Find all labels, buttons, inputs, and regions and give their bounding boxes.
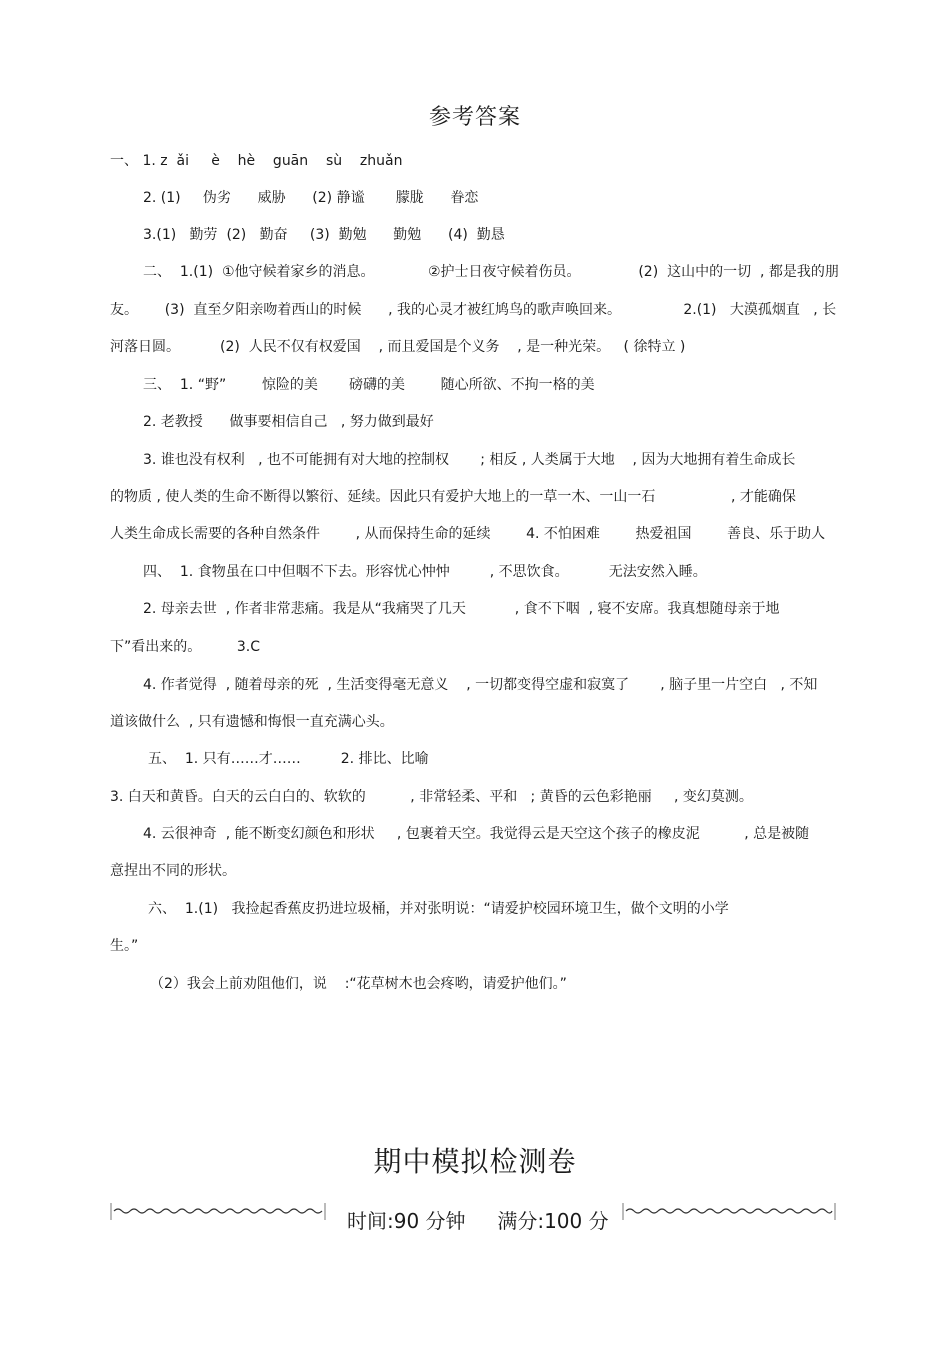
answer-line: 三、 1. “野” 惊险的美 磅礴的美 随心所欲、不拘一格的美 (143, 377, 595, 393)
answer-line: 的物质 , 使人类的生命不断得以繁衍、延续。因此只有爱护大地上的一草一木、一山一石 , 才能确保 (110, 489, 796, 505)
answer-line: 六、 1.(1) 我捡起香蕉皮扔进垃圾桶，并对张明说：“请爱护校园环境卫生，做个文明的小学 (148, 901, 729, 917)
answer-line: 生。” (110, 938, 139, 954)
left-decorative-border (110, 1201, 326, 1221)
answer-line: 下”看出来的。 3.C (110, 639, 260, 655)
answer-line: 2. (1) 伪劣 威胁 (2) 静谧 朦胧 眷恋 (143, 190, 479, 206)
answer-line: 五、 1. 只有……才…… 2. 排比、比喻 (148, 751, 429, 767)
answer-line: 2. 母亲去世 , 作者非常悲痛。我是从“我痛哭了几天 , 食不下咽 , 寝不安席。我真想随母亲于地 (143, 601, 780, 617)
answer-line: （2）我会上前劝阻他们，说 :“花草树木也会疼哟，请爱护他们。” (150, 976, 567, 992)
answer-line: 一、 1. z ǎi è hè guān sù zhuǎn (110, 153, 403, 169)
answer-line: 意捏出不同的形状。 (110, 863, 236, 879)
answer-line: 友。 (3) 直至夕阳亲吻着西山的时候 , 我的心灵才被红鸠鸟的歌声唤回来。 2.(1) 大漠孤烟直 , 长 (110, 302, 837, 318)
answer-line: 2. 老教授 做事要相信自己 , 努力做到最好 (143, 414, 434, 430)
answer-line: 四、 1. 食物虽在口中但咽不下去。形容忧心忡忡 , 不思饮食。 无法安然入睡。 (143, 564, 707, 580)
answer-line: 3.(1) 勤劳 (2) 勤奋 (3) 勤勉 勤勉 (4) 勤恳 (143, 227, 505, 243)
answer-line: 4. 云很神奇 , 能不断变幻颜色和形状 , 包裹着天空。我觉得云是天空这个孩子的橡皮泥 , 总是被随 (143, 826, 810, 842)
exam-time-score: 时间:90 分钟 满分:100 分 (347, 1209, 609, 1233)
answer-line: 3. 谁也没有权利 , 也不可能拥有对大地的控制权 ; 相反 , 人类属于大地 , 因为大地拥有着生命成长 (143, 452, 796, 468)
answer-line: 二、 1.(1) ①他守候着家乡的消息。 ②护士日夜守候着伤员。 (2) 这山中的一切 , 都是我的朋 (143, 264, 839, 280)
answer-title: 参考答案 (428, 105, 521, 130)
answer-line: 河落日圆。 (2) 人民不仅有权爱国 , 而且爱国是个义务 , 是一种光荣。 ( 徐特立 ) (110, 339, 686, 355)
answer-line: 4. 作者觉得 , 随着母亲的死 , 生活变得毫无意义 , 一切都变得空虚和寂寞了 , 脑子里一片空白 , 不知 (143, 677, 818, 693)
exam-title: 期中模拟检测卷 (373, 1145, 577, 1178)
right-decorative-border (622, 1201, 836, 1221)
answer-line: 3. 白天和黄昏。白天的云白白的、软软的 , 非常轻柔、平和 ; 黄昏的云色彩艳丽 , 变幻莫测。 (110, 789, 753, 805)
answer-line: 人类生命成长需要的各种自然条件 , 从而保持生命的延续 4. 不怕困难 热爱祖国 善良、乐于助人 (110, 526, 826, 542)
answer-line: 道该做什么 , 只有遗憾和悔恨一直充满心头。 (110, 714, 394, 730)
